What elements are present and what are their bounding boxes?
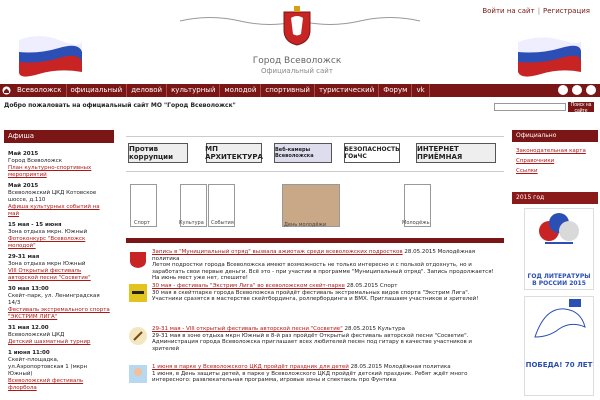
news-date: 28.05.2015 bbox=[404, 249, 436, 255]
ornament-right-icon bbox=[300, 14, 420, 28]
nav-item-tourist[interactable]: туристический bbox=[315, 84, 379, 97]
banner-gochs[interactable]: БЕЗОПАСНОСТЬ ГОиЧС bbox=[344, 143, 400, 163]
nav-item-vk[interactable]: vk bbox=[412, 84, 429, 97]
legislation-map-link[interactable]: Законодательная карта bbox=[516, 148, 586, 154]
news-text: 29-31 мая в зоне отдыха мкрн Южный в 8-й раз пройдёт Открытый фестиваль авторской песни "Сосветие". Администрация города Всеволожска приглашает всех любителей песен под гитару в качестве участников и зрителей bbox=[152, 332, 473, 352]
event-link[interactable]: Фестиваль экстремального спорта "ЭКСТРИМ ЛИГА" bbox=[8, 307, 110, 320]
city-emblem-icon[interactable] bbox=[282, 4, 312, 46]
news-category: Молодёжная политика bbox=[383, 364, 451, 370]
tile-label: День молодёжи bbox=[284, 222, 327, 228]
victory-70-text: ПОБЕДА! 70 ЛЕТ bbox=[525, 361, 593, 369]
literature-year-emblem-icon bbox=[525, 209, 593, 269]
official-header: Официально bbox=[512, 130, 598, 142]
nav-item-cultural[interactable]: культурный bbox=[167, 84, 220, 97]
news-text: Летом подростки города Всеволожска имеют возможность не только интересно и с пользой отдохнуть, но и заработать свои первые деньги. Всё это - при участии в программе "Муниципальный отряд". Запись продолжается! На июнь мест уже нет, спешите! bbox=[152, 262, 494, 281]
reference-link[interactable]: Справочники bbox=[516, 158, 555, 164]
event-link[interactable]: План культурно-спортивных мероприятий bbox=[8, 165, 92, 178]
event-place: Зона отдыха мкрн Южный bbox=[8, 261, 86, 267]
news-title-link[interactable]: Запись в "Муниципальный отряд" вызвала ажиотаж среди всеволожских подростков bbox=[152, 249, 403, 255]
auth-separator: | bbox=[537, 7, 541, 15]
search-button[interactable]: Поиск на сайте bbox=[568, 102, 594, 112]
banner-webcams[interactable]: Веб-камеры Всеволожска bbox=[274, 143, 332, 163]
skate-park-thumb-icon bbox=[128, 283, 148, 303]
event-link[interactable]: VIII Открытый фестиваль авторской песни "Сосветие" bbox=[8, 268, 91, 281]
news-category: Молодёжная политика bbox=[152, 249, 476, 262]
main-nav bbox=[0, 84, 600, 97]
event-place: Город Всеволожск bbox=[8, 158, 63, 164]
afisha-event bbox=[8, 183, 112, 218]
event-link[interactable]: Фотоконкурс "Всеволожск молодой" bbox=[8, 236, 86, 249]
tile-youth-day[interactable] bbox=[282, 184, 340, 227]
event-link[interactable]: Афиша культурных событий на май bbox=[8, 204, 100, 217]
tile-label: Спорт bbox=[134, 220, 150, 226]
event-date: 30 мая 13:00 bbox=[8, 286, 49, 292]
afisha-event bbox=[8, 350, 112, 392]
nav-icons bbox=[558, 85, 596, 95]
nav-item-sport[interactable]: спортивный bbox=[261, 84, 315, 97]
victory-70-poster[interactable] bbox=[524, 296, 594, 396]
year-2015-header: 2015 год bbox=[512, 192, 598, 204]
afisha-event bbox=[8, 254, 112, 282]
nav-item-young[interactable]: молодой bbox=[220, 84, 261, 97]
event-date: 29-31 мая bbox=[8, 254, 40, 260]
event-place: Всеволожский ЦКД bbox=[8, 332, 65, 338]
banner-anticorruption[interactable]: Против коррупции bbox=[128, 143, 188, 163]
news-date: 28.05.2015 bbox=[346, 283, 379, 289]
nav-item-vsevolozhsk[interactable]: Всеволожск bbox=[13, 84, 67, 97]
event-place: Зона отдыха мкрн. Южный bbox=[8, 229, 88, 235]
literature-year-poster[interactable] bbox=[524, 208, 594, 290]
site-title: Город Всеволожск bbox=[252, 56, 342, 66]
afisha-event bbox=[8, 286, 112, 321]
settings-icon[interactable] bbox=[558, 85, 568, 95]
children-thumb-icon bbox=[128, 364, 148, 384]
site-header bbox=[0, 0, 600, 84]
event-date: 1 июня 11:00 bbox=[8, 350, 50, 356]
sitemap-icon[interactable] bbox=[572, 85, 582, 95]
site-subtitle: Официальный сайт bbox=[261, 67, 333, 75]
news-category: Спорт bbox=[379, 283, 398, 289]
nav-item-business[interactable]: деловой bbox=[127, 84, 167, 97]
tile-label: Культура bbox=[179, 220, 204, 226]
news-text: 30 мая в скейтпарке города Всеволожска пройдёт фестиваль экстремальных видов спорта "Экстрим Лига". Участники сразятся в мастерстве скейтбординга, роллербординга и BMX. Приглашаем участников и зрителей! bbox=[152, 289, 479, 302]
victory-dove-icon bbox=[525, 297, 593, 357]
afisha-header: Афиша bbox=[4, 130, 114, 143]
nav-item-official[interactable]: официальный bbox=[67, 84, 128, 97]
banner-architecture[interactable]: МП АРХИТЕКТУРА bbox=[205, 145, 263, 161]
tile-label: Молодёжь bbox=[402, 220, 430, 226]
home-icon bbox=[2, 86, 11, 95]
event-link[interactable]: Всеволожский фестиваль флорбола bbox=[8, 378, 84, 391]
afisha-event bbox=[8, 222, 112, 250]
event-place: Скейт-парк, ул. Ленинградская 14/3 bbox=[8, 293, 100, 306]
literature-year-text: ГОД ЛИТЕРАТУРЫ В РОССИИ 2015 bbox=[527, 273, 591, 287]
event-date: Май 2015 bbox=[8, 183, 39, 189]
welcome-text: Добро пожаловать на официальный сайт МО "Город Всеволожск" bbox=[4, 102, 236, 109]
event-date: 31 мая 12.00 bbox=[8, 325, 49, 331]
emblem-thumb-icon bbox=[128, 249, 148, 269]
news-section bbox=[126, 238, 504, 243]
afisha-event bbox=[8, 325, 112, 346]
banner-internet-reception[interactable]: ИНТЕРНЕТ ПРИЁМНАЯ bbox=[416, 143, 496, 163]
news-text: 1 июня, в День защиты детей, в парке у Всеволожского ЦКД пройдёт детский праздник. Ребят ждёт много интересного: развлекательная программа, игровые зоны и спектакль про Фунтика bbox=[152, 370, 468, 383]
event-date: Май 2015 bbox=[8, 151, 39, 157]
event-place: Скейт-площадка, ул.Аэропортовская 1 (мкрн Южный) bbox=[8, 357, 88, 377]
official-links bbox=[516, 146, 598, 176]
login-link[interactable]: Войти на сайт bbox=[482, 7, 535, 15]
news-title-link[interactable]: 29-31 мая - VIII открытый фестиваль авторской песни "Сосветие" bbox=[152, 326, 343, 332]
news-date: 28.05.2015 bbox=[344, 326, 376, 332]
register-link[interactable]: Регистрация bbox=[543, 7, 590, 15]
auth-links bbox=[482, 7, 590, 15]
event-link[interactable]: Детский шахматный турнир bbox=[8, 339, 91, 345]
search-input[interactable] bbox=[494, 103, 566, 111]
guitar-thumb-icon bbox=[128, 326, 148, 346]
event-date: 15 мая - 15 июня bbox=[8, 222, 62, 228]
tile-label: События bbox=[211, 220, 234, 226]
afisha-list bbox=[8, 147, 112, 392]
event-place: Всеволожский ЦКД Котовское шоссе, д.110 bbox=[8, 190, 97, 203]
news-category: Культура bbox=[377, 326, 405, 332]
links-link[interactable]: Ссылки bbox=[516, 168, 538, 174]
news-title-link[interactable]: 30 мая - фестиваль "Экстрим Лига" во всеволожском скейт-парке bbox=[152, 283, 345, 289]
nav-item-forum[interactable]: Форум bbox=[379, 84, 412, 97]
news-date: 28.05.2015 bbox=[350, 364, 383, 370]
afisha-event bbox=[8, 151, 112, 179]
mail-icon[interactable] bbox=[586, 85, 596, 95]
home-button[interactable] bbox=[0, 84, 13, 97]
news-title-link[interactable]: 1 июня в парке у Всеволожского ЦКД пройдёт праздник для детей bbox=[152, 364, 349, 370]
